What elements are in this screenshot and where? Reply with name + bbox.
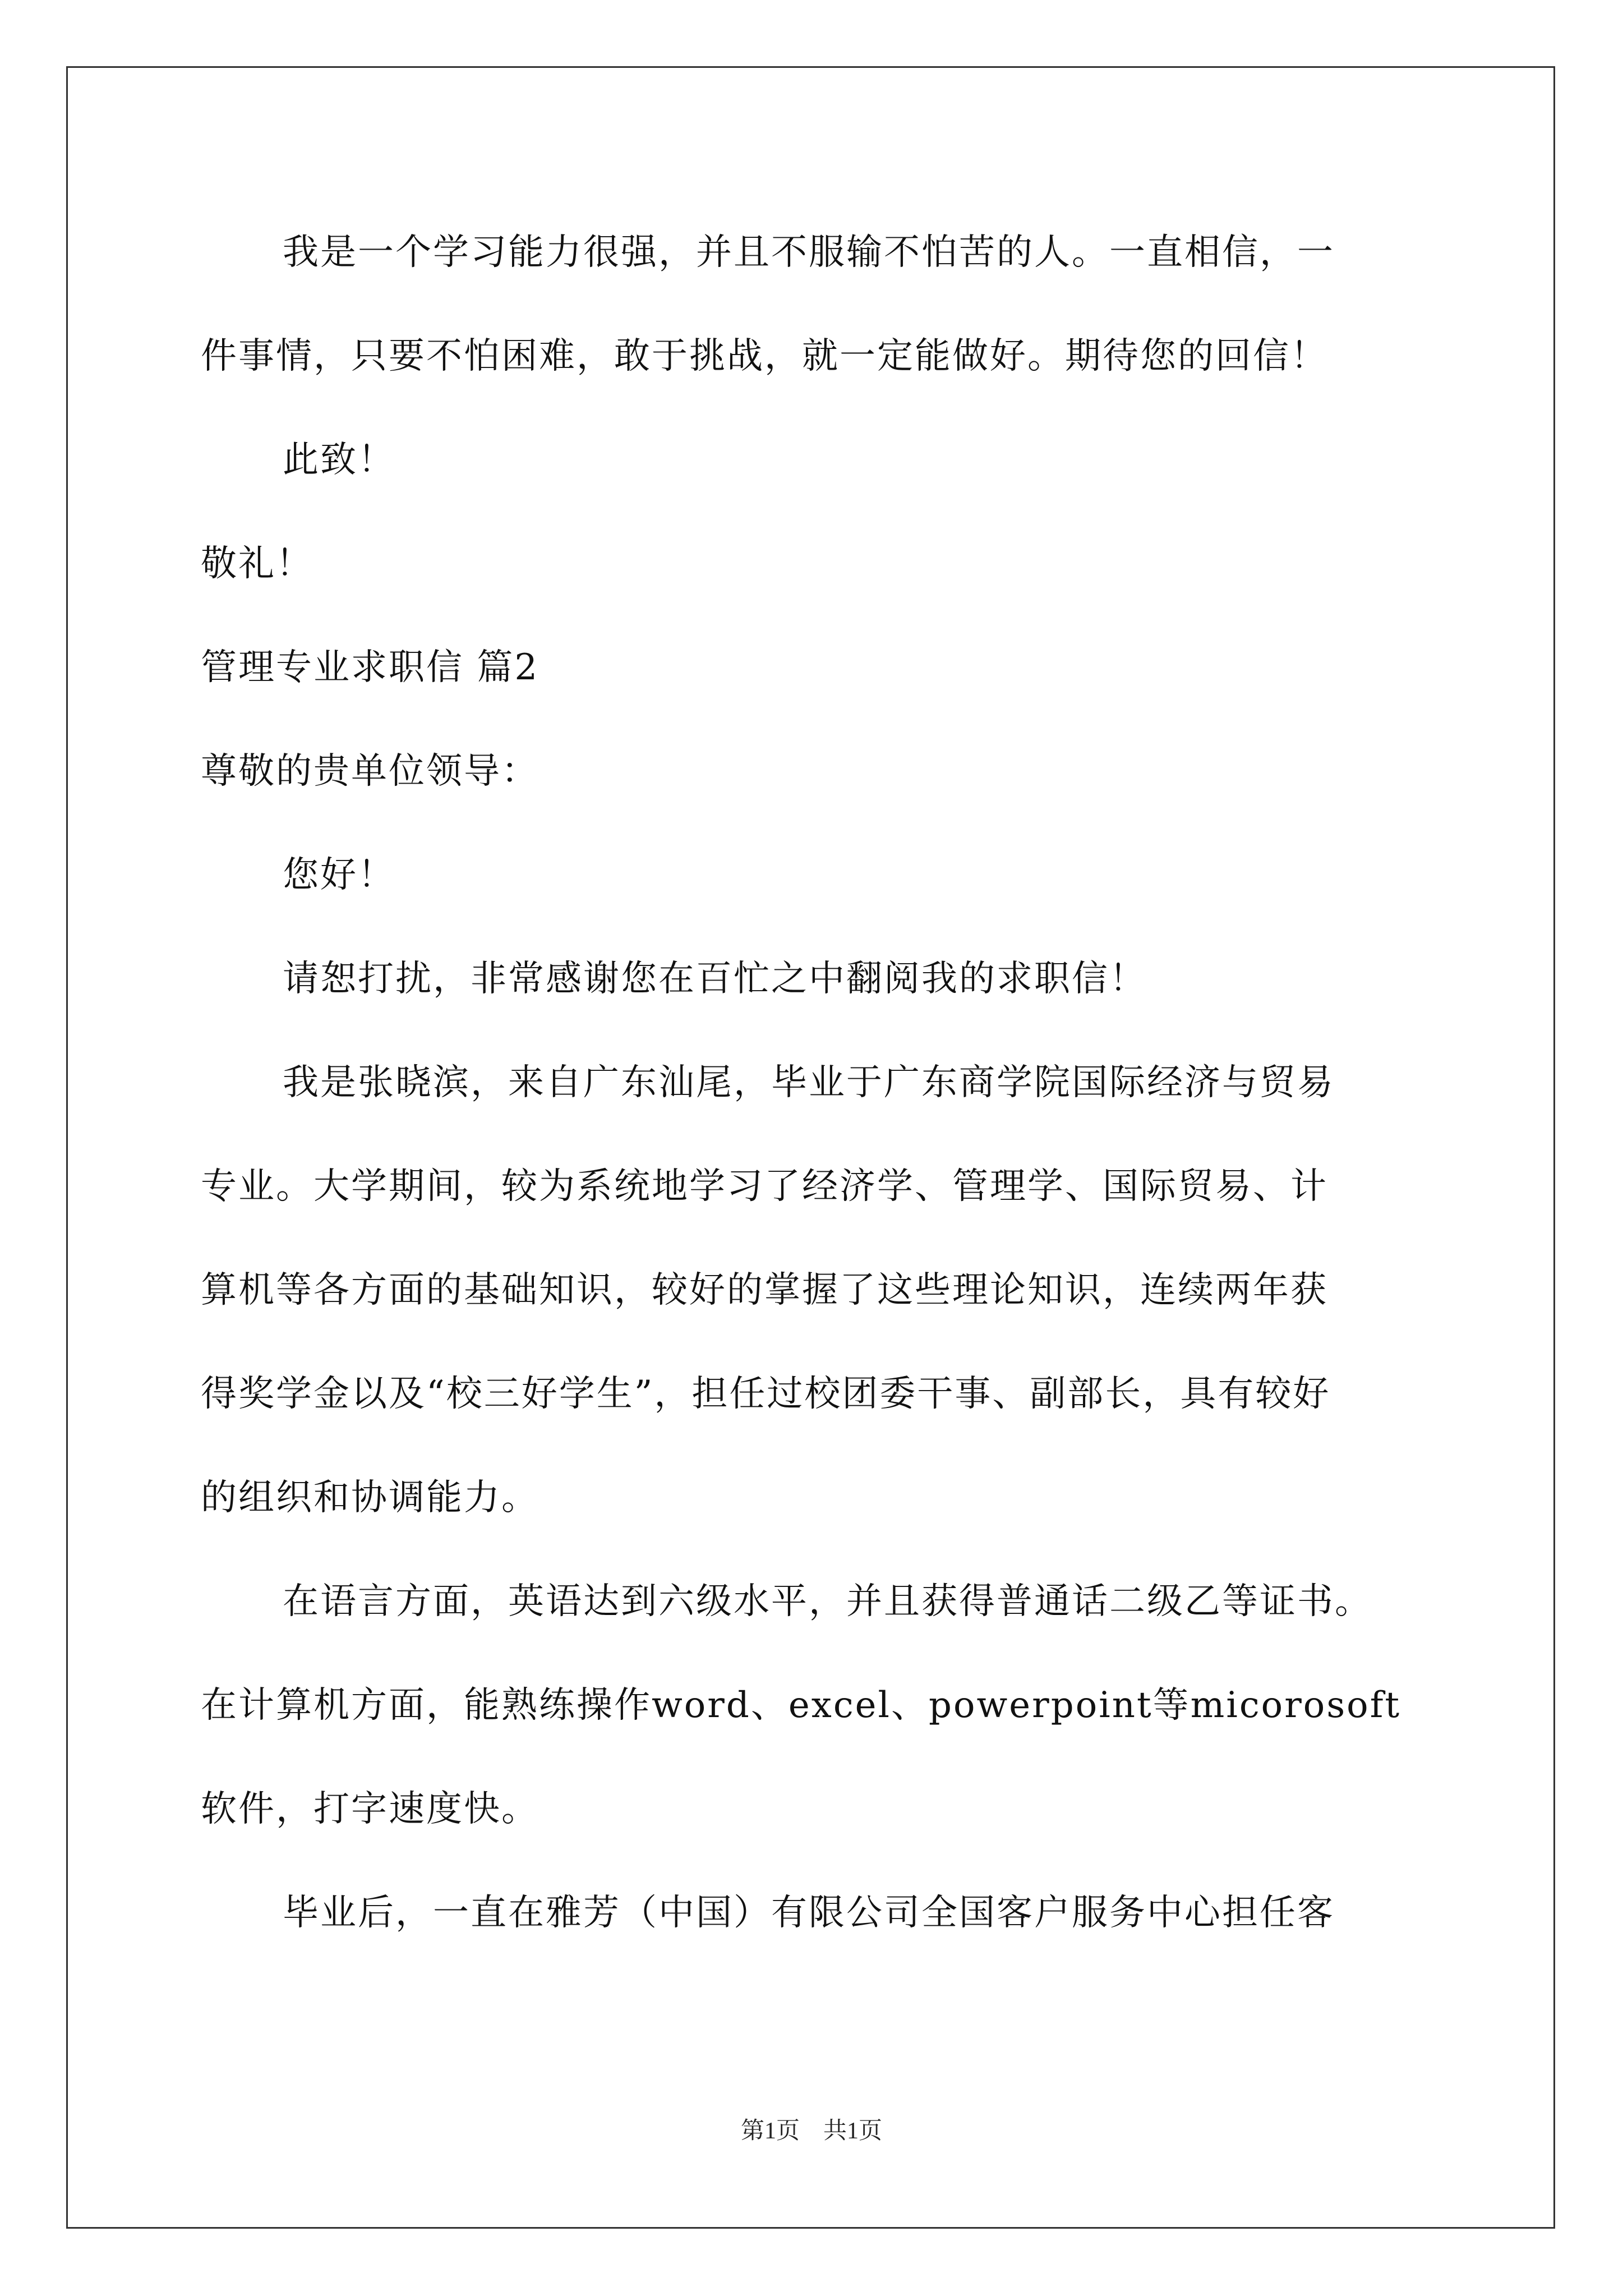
- greeting-line: 您好！: [283, 854, 395, 896]
- section-heading: 管理专业求职信 篇2: [201, 647, 540, 688]
- paragraph-line: 我是一个学习能力很强，并且不服输不怕苦的人。一直相信，一: [283, 232, 1335, 273]
- greeting-recipient: 尊敬的贵单位领导：: [201, 751, 539, 792]
- paragraph-line: 在语言方面，英语达到六级水平，并且获得普通话二级乙等证书。: [283, 1581, 1372, 1622]
- paragraph-line: 毕业后，一直在雅芳（中国）有限公司全国客户服务中心担任客: [283, 1892, 1335, 1934]
- paragraph-line: 专业。大学期间，较为系统地学习了经济学、管理学、国际贸易、计: [201, 1166, 1328, 1207]
- paragraph-line: 软件，打字速度快。: [201, 1788, 539, 1830]
- paragraph-line: 在计算机方面，能熟练操作word、excel、powerpoint等micorosoft: [201, 1685, 1401, 1726]
- paragraph-line: 算机等各方面的基础知识，较好的掌握了这些理论知识，连续两年获: [201, 1269, 1328, 1311]
- page-number-footer: 第1页 共1页: [740, 2118, 882, 2144]
- paragraph-line: 件事情，只要不怕困难，敢于挑战，就一定能做好。期待您的回信！: [201, 335, 1328, 377]
- paragraph-line: 请恕打扰，非常感谢您在百忙之中翻阅我的求职信！: [283, 958, 1147, 1000]
- salutation-line: 敬礼！: [201, 543, 313, 585]
- paragraph-line: 的组织和协调能力。: [201, 1477, 539, 1519]
- closing-line: 此致！: [283, 439, 395, 481]
- paragraph-line: 我是张晓滨，来自广东汕尾，毕业于广东商学院国际经济与贸易: [283, 1062, 1335, 1103]
- paragraph-line: 得奖学金以及“校三好学生”，担任过校团委干事、副部长，具有较好: [201, 1373, 1331, 1415]
